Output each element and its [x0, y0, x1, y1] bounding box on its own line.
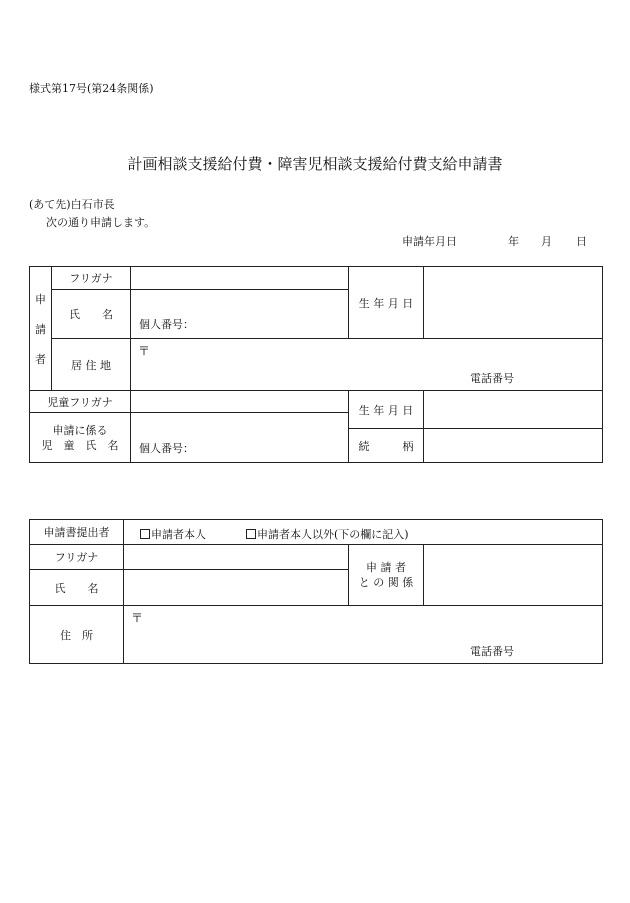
applicant-personal-number-label: 個人番号：: [139, 318, 194, 331]
applicant-name-field[interactable]: [131, 290, 349, 339]
date-year-label: 年: [508, 235, 519, 248]
applicant-char-1: 申: [35, 292, 46, 306]
applicant-birthdate-label: 生 年 月 日: [349, 267, 424, 339]
addressee: (あて先)白石市長: [29, 198, 115, 211]
applicant-address-label: 居 住 地: [52, 339, 131, 391]
child-personal-number-label: 個人番号：: [139, 442, 194, 455]
child-name-label: [30, 413, 131, 463]
date-day-label: 日: [576, 235, 587, 248]
request-text: 次の通り申請します。: [46, 216, 156, 229]
child-furigana-field[interactable]: [131, 391, 349, 413]
submitter-address-label: 住 所: [30, 606, 124, 664]
date-month-label: 月: [541, 235, 552, 248]
applicant-table: [29, 266, 603, 463]
option-other[interactable]: [246, 526, 409, 542]
submitter-table: [29, 519, 603, 664]
submitter-name-label: 氏 名: [30, 570, 124, 606]
postal-mark: 〒: [138, 344, 151, 358]
submitter-relation-field[interactable]: [424, 545, 603, 606]
child-birthdate-field[interactable]: [424, 391, 603, 429]
applicant-furigana-field[interactable]: [131, 267, 349, 290]
applicant-furigana-label: フリガナ: [52, 267, 131, 290]
option-self[interactable]: [140, 526, 206, 542]
application-date-label: 申請年月日: [402, 235, 457, 248]
child-furigana-label: 児童フリガナ: [30, 391, 131, 413]
submitter-furigana-label: フリガナ: [30, 545, 124, 570]
child-name-label-line1: 申請に係る: [52, 423, 108, 437]
submitter-postal-mark: 〒: [131, 611, 144, 625]
submitter-address-field[interactable]: [124, 606, 603, 664]
submitter-relation-label: [349, 545, 424, 606]
page-title: 計画相談支援給付費・障害児相談支援給付費支給申請書: [127, 155, 503, 173]
submitter-options: [124, 520, 603, 545]
applicant-name-label: 氏 名: [52, 290, 131, 339]
option-other-label: 申請者本人以外(下の欄に記入): [257, 528, 409, 541]
child-name-label-line2: 児 童 氏 名: [41, 438, 119, 452]
relationship-label: 続 柄: [349, 429, 424, 463]
form-number: 様式第17号(第24条関係): [29, 82, 154, 95]
submitter-label: 申請書提出者: [30, 520, 124, 545]
submitter-phone-label: 電話番号: [470, 645, 515, 658]
applicant-header-cell: [30, 267, 52, 391]
applicant-phone-label: 電話番号: [470, 372, 514, 385]
submitter-furigana-field[interactable]: [124, 545, 349, 570]
option-self-label: 申請者本人: [151, 528, 206, 541]
relationship-field[interactable]: [424, 429, 603, 463]
child-birthdate-label: 生 年 月 日: [349, 391, 424, 429]
submitter-relation-line1: 申 請 者: [366, 561, 406, 574]
child-name-field[interactable]: [131, 413, 349, 463]
applicant-char-3: 者: [35, 352, 46, 366]
checkbox-other[interactable]: [246, 529, 256, 539]
submitter-name-field[interactable]: [124, 570, 349, 606]
checkbox-self[interactable]: [140, 529, 150, 539]
submitter-relation-line2: と の 関 係: [358, 576, 414, 589]
applicant-birthdate-field[interactable]: [424, 267, 603, 339]
applicant-address-field[interactable]: [131, 339, 603, 391]
applicant-char-2: 請: [35, 322, 46, 336]
